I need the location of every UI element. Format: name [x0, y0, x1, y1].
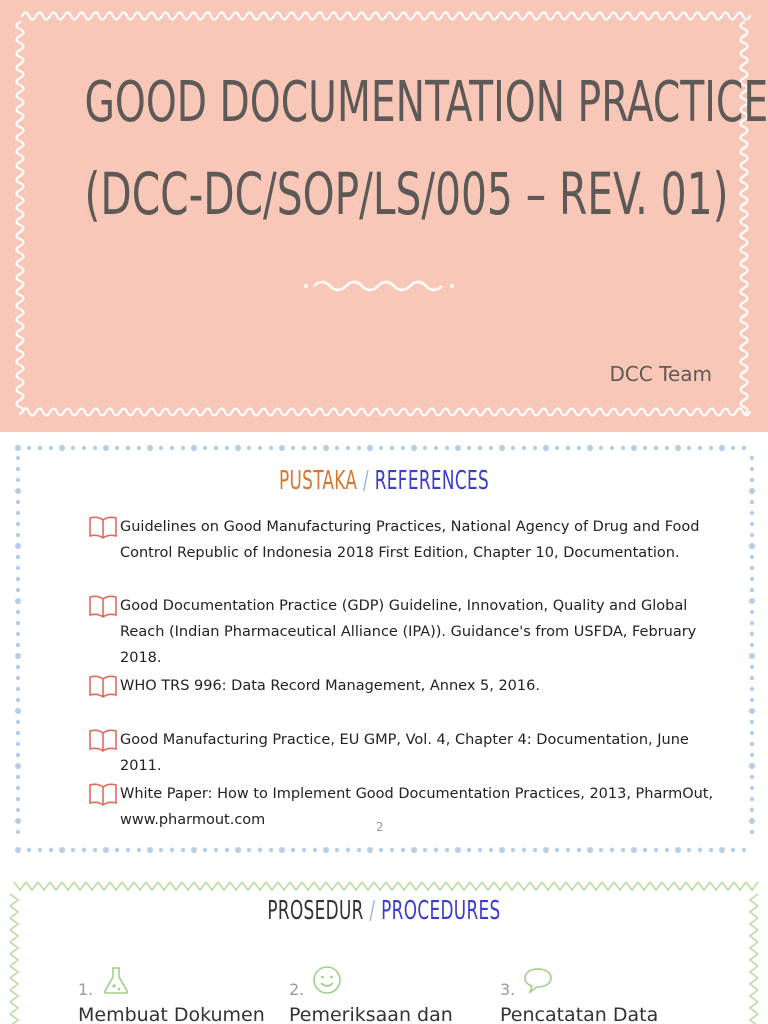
book-icon	[88, 673, 118, 699]
reference-text: WHO TRS 996: Data Record Management, Annex 5, 2016.	[120, 678, 540, 694]
book-icon	[88, 593, 118, 619]
title-line-1: GOOD DOCUMENTATION PRACTICE	[84, 70, 768, 135]
reference-text: Good Manufacturing Practice, EU GMP, Vol. 4, Chapter 4: Documentation, June 2011.	[120, 732, 689, 774]
page-number: 2	[376, 820, 384, 834]
step-label: Membuat Dokumen	[78, 1004, 265, 1024]
chevron-border	[0, 864, 768, 1024]
heading-separator: /	[357, 466, 375, 496]
step-number: 1.	[78, 980, 94, 999]
step-label: Pencatatan Data	[500, 1004, 659, 1024]
book-icon	[88, 514, 118, 540]
references-heading	[108, 466, 661, 496]
heading-pustaka: PUSTAKA	[278, 466, 358, 496]
squiggle-divider	[300, 276, 460, 296]
reference-text: White Paper: How to Implement Good Documentation Practices, 2013, PharmOut, www.pharmout.com	[120, 786, 714, 828]
reference-text: Guidelines on Good Manufacturing Practices, National Agency of Drug and Food Control Republic of Indonesia 2018 First Edition, Chapter 10, Documentation.	[120, 519, 700, 561]
heading-separator: /	[363, 896, 382, 926]
step-label: Pemeriksaan dan	[289, 1004, 453, 1024]
author-text: DCC Team	[609, 362, 712, 386]
cover-slide	[0, 0, 768, 432]
procedures-slide	[0, 864, 768, 1024]
references-slide	[0, 432, 768, 864]
book-icon	[88, 781, 118, 807]
step-number: 2.	[289, 980, 305, 999]
heading-references: REFERENCES	[374, 466, 490, 496]
heading-prosedur: PROSEDUR	[267, 896, 364, 926]
title-line-2: (DCC-DC/SOP/LS/005 – REV. 01)	[84, 160, 729, 228]
flask-icon	[100, 964, 132, 996]
heading-procedures: PROCEDURES	[381, 896, 501, 926]
procedures-heading	[108, 896, 661, 926]
speech-bubble-icon	[522, 964, 554, 996]
book-icon	[88, 727, 118, 753]
smiley-icon	[311, 964, 343, 996]
reference-text: Good Documentation Practice (GDP) Guideline, Innovation, Quality and Global Reach (Indian Pharmaceutical Alliance (IPA)). Guidance's from USFDA, February 2018.	[120, 598, 697, 666]
step-number: 3.	[500, 980, 516, 999]
